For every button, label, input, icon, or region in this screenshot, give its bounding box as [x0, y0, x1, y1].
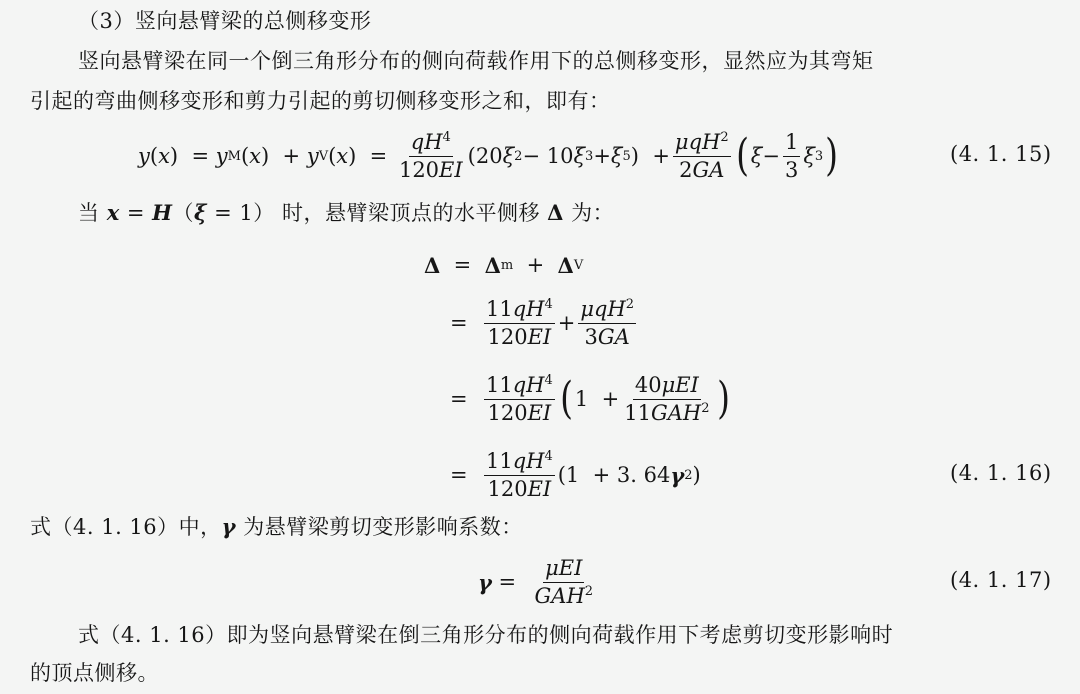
paragraph-3-suffix: 为悬臂梁剪切变形影响系数：	[243, 515, 523, 539]
paragraph-4-line-2: 的顶点侧移。	[30, 661, 159, 685]
paragraph-1-line-2: 引起的弯曲侧移变形和剪力引起的剪切侧移变形之和，即有：	[30, 89, 611, 113]
paragraph-2-suffix: 时，悬臂梁顶点的水平侧移	[281, 201, 540, 225]
paragraph-4-line-1: 式（4. 1. 16）即为竖向悬臂梁在倒三角形分布的侧向荷载作用下考虑剪切变形影响时	[78, 623, 894, 647]
section-heading: （3）竖向悬臂梁的总侧移变形	[78, 9, 372, 33]
equation-number-4-1-16: (4. 1. 16)	[950, 461, 1052, 485]
equation-delta-line-2: = $\frac{11qH^4}{120EI}$ + $\frac{\mu qH^2}{3GA}$	[450, 297, 635, 349]
paragraph-2-prefix: 当	[78, 201, 100, 225]
equation-4-1-15: y ( x ) = y M ( x ) + y V ( x ) = $\frac{qH^4}{120EI}$ (20 ξ 2 − 10 ξ 3 + ξ 5 ) + $\frac{\mu qH^2}{2GA}$ ( ξ − $\frac{1}{3}$ ξ 3 )	[138, 130, 839, 182]
equation-delta-line-1: Δ = Δ m + Δ V	[424, 252, 584, 278]
paragraph-2: 当 x = H（ξ = 1） 时，悬臂梁顶点的水平侧移 Δ 为：	[78, 200, 615, 225]
paragraph-3: 式（4. 1. 16）中，γ 为悬臂梁剪切变形影响系数：	[30, 514, 523, 539]
paragraph-3-prefix: 式（4. 1. 16）中，	[30, 515, 222, 539]
equation-number-4-1-17: (4. 1. 17)	[950, 568, 1052, 592]
equation-delta-line-3: = $\frac{11qH^4}{120EI}$ ( 1 + $\frac{\text{40μEI}}{11GAH^2}$ )	[450, 373, 730, 425]
equation-4-1-17: γ = $\frac{\text{μEI}}{GAH^2}$	[478, 556, 594, 608]
equation-delta-line-4: = $\frac{11qH^4}{120EI}$ (1 + 3. 64 γ 2 )	[450, 449, 701, 501]
paragraph-1-line-1: 竖向悬臂梁在同一个倒三角形分布的侧向荷载作用下的总侧移变形，显然应为其弯矩	[78, 49, 874, 73]
paragraph-2-end: 为：	[571, 201, 615, 225]
equation-number-4-1-15: (4. 1. 15)	[950, 142, 1052, 166]
